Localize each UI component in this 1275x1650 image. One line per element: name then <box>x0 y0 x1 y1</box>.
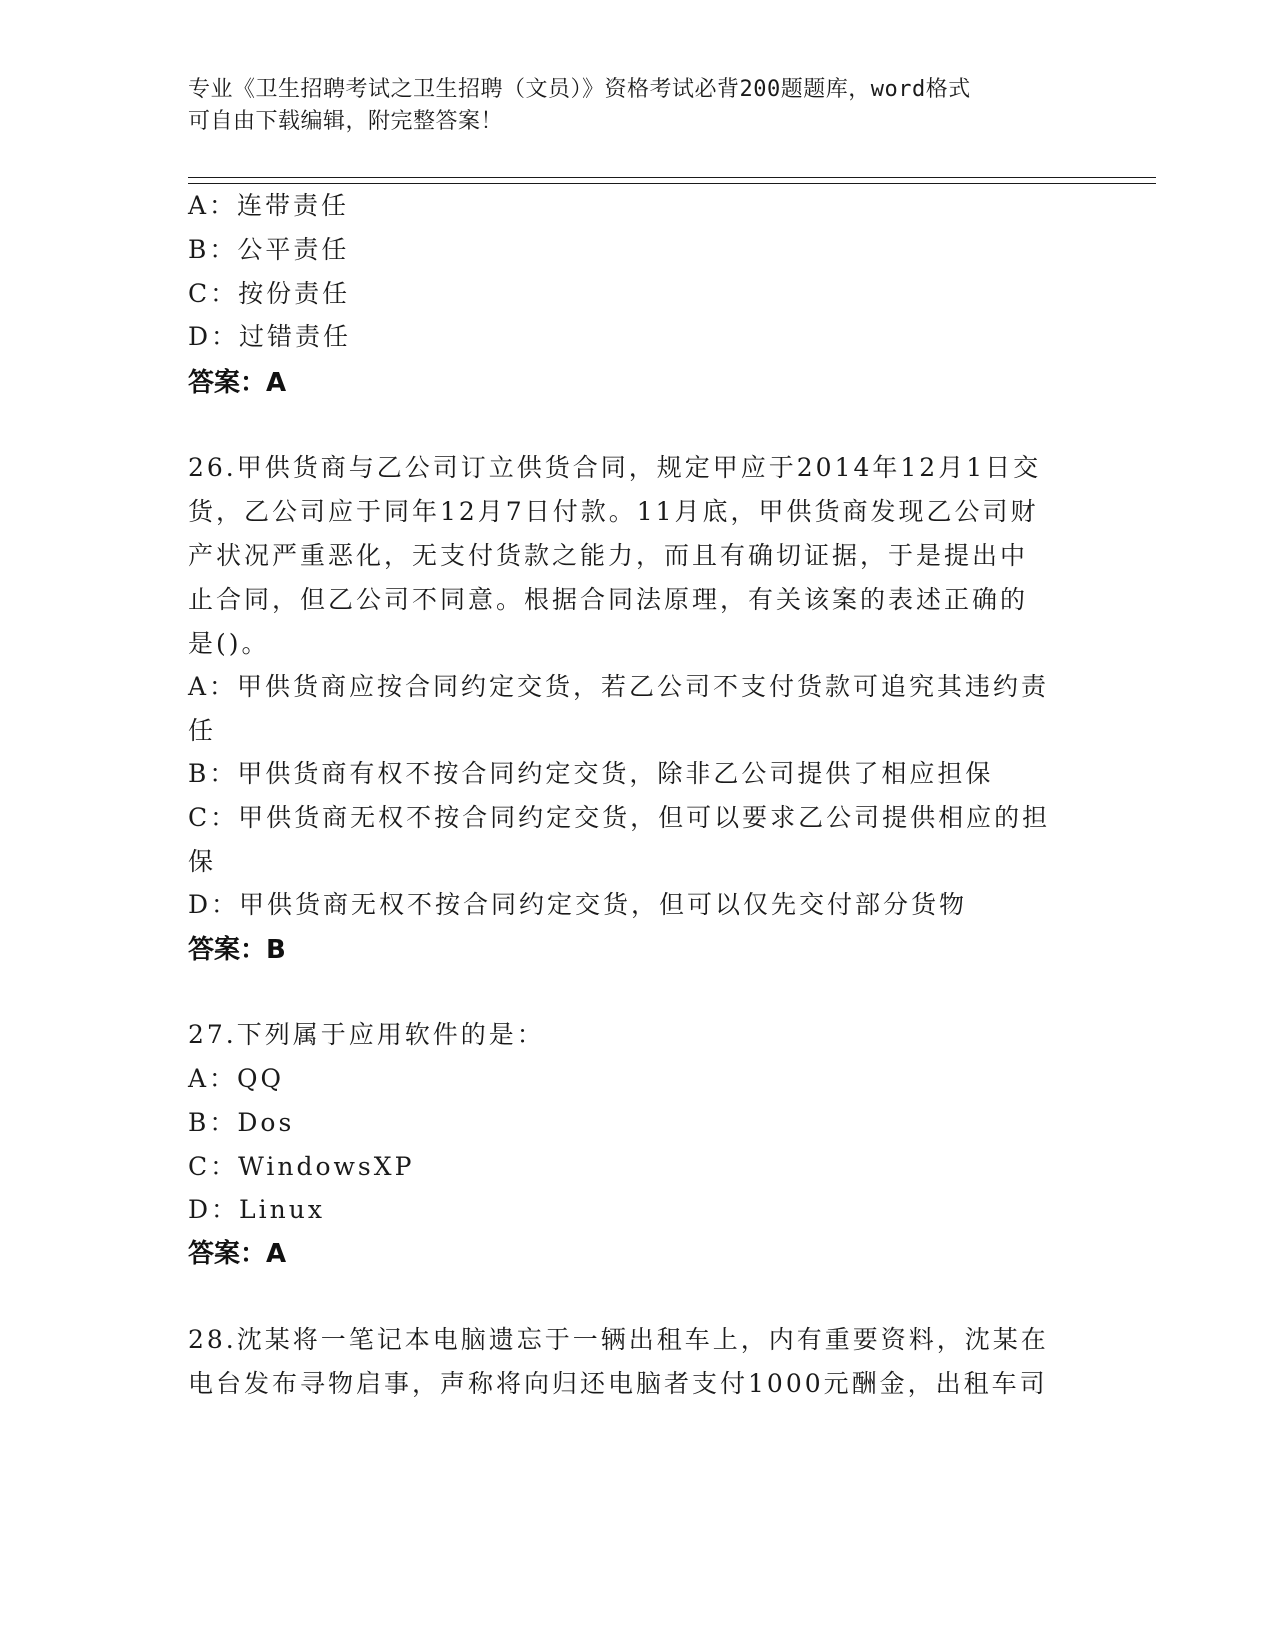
q25-option-d: D：过错责任 <box>188 322 352 351</box>
q28-stem-line: 28.沈某将一笔记本电脑遗忘于一辆出租车上，内有重要资料，沈某在 <box>188 1325 1049 1354</box>
q27-option-b: B：Dos <box>188 1108 295 1137</box>
q26-answer: 答案：B <box>188 935 286 965</box>
header-line-1: 专业《卫生招聘考试之卫生招聘（文员）》资格考试必背200题题库，word格式 <box>188 77 971 102</box>
q28-stem-line: 电台发布寻物启事，声称将向归还电脑者支付1000元酬金，出租车司 <box>188 1369 1048 1398</box>
header-rule-top <box>188 177 1156 178</box>
q27-stem: 27.下列属于应用软件的是： <box>188 1020 545 1049</box>
q26-stem-line: 26.甲供货商与乙公司订立供货合同，规定甲应于2014年12月1日交 <box>188 453 1042 482</box>
q25-answer: 答案：A <box>188 368 287 398</box>
q25-option-b: B：公平责任 <box>188 235 350 264</box>
q27-option-d: D：Linux <box>188 1195 325 1224</box>
q26-option-a-cont: 任 <box>188 716 217 745</box>
q26-stem-line: 是()。 <box>188 629 270 658</box>
q27-option-a: A：QQ <box>188 1064 285 1093</box>
q26-option-c: C：甲供货商无权不按合同约定交货，但可以要求乙公司提供相应的担 <box>188 803 1051 832</box>
q27-option-c: C：WindowsXP <box>188 1152 415 1181</box>
q25-option-a: A：连带责任 <box>188 191 350 220</box>
q27-answer: 答案：A <box>188 1239 287 1269</box>
document-header <box>188 74 1088 138</box>
q26-option-c-cont: 保 <box>188 847 217 876</box>
q26-option-d: D：甲供货商无权不按合同约定交货，但可以仅先交付部分货物 <box>188 890 968 919</box>
q26-option-b: B：甲供货商有权不按合同约定交货，除非乙公司提供了相应担保 <box>188 759 994 788</box>
q26-stem-line: 货，乙公司应于同年12月7日付款。11月底，甲供货商发现乙公司财 <box>188 497 1039 526</box>
q26-option-a: A：甲供货商应按合同约定交货，若乙公司不支付货款可追究其违约责 <box>188 672 1050 701</box>
header-line-2: 可自由下载编辑，附完整答案！ <box>188 109 504 134</box>
q25-option-c: C：按份责任 <box>188 279 351 308</box>
q26-stem-line: 止合同，但乙公司不同意。根据合同法原理，有关该案的表述正确的 <box>188 585 1029 614</box>
q26-stem-line: 产状况严重恶化，无支付货款之能力，而且有确切证据，于是提出中 <box>188 541 1029 570</box>
header-rule-bottom <box>188 183 1156 184</box>
